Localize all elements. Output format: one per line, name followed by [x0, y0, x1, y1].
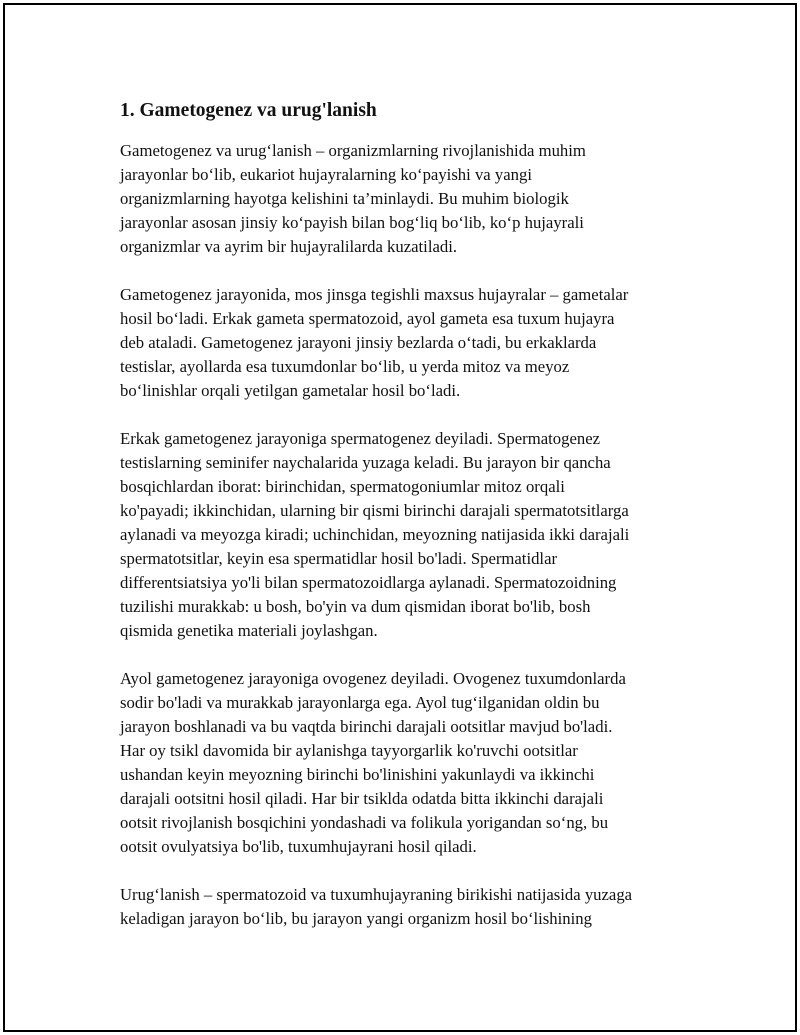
paragraph-gametogenesis: Gametogenez jarayonida, mos jinsga tegishli maxsus hujayralar – gametalar hosil bo‘ladi. Erkak gameta spermatozoid, ayol gameta esa tuxum hujayra deb ataladi. Gametogenez jarayoni jinsiy bezlarda o‘tadi, bu erkaklarda testislar, ayollarda esa tuxumdonlar bo‘lib, u yerda mitoz va meyoz bo‘linishlar orqali yetilgan gametalar hosil bo‘ladi.: [120, 285, 629, 400]
document-body: [120, 97, 695, 955]
section-title: 1. Gametogenez va urug'lanish: [120, 100, 377, 121]
paragraph-fertilization: Urug‘lanish – spermatozoid va tuxumhujayraning birikishi natijasida yuzaga keladigan jarayon bo‘lib, bu jarayon yangi organizm hosil bo‘lishining: [120, 885, 633, 928]
paragraph-oogenesis: Ayol gametogenez jarayoniga ovogenez deyiladi. Ovogenez tuxumdonlarda sodir bo'ladi va murakkab jarayonlarga ega. Ayol tug‘ilganidan oldin bu jarayon boshlanadi va bu vaqtda birinchi darajali ootsitlar mavjud bo'ladi. Har oy tsikl davomida bir aylanishga tayyorgarlik ko'ruvchi ootsitlar ushandan keyin meyozning birinchi bo'linishini yakunlaydi va ikkinchi darajali ootsitni hosil qiladi. Har bir tsiklda odatda bitta ikkinchi darajali ootsit rivojlanish bosqichini yondashadi va folikula yorigandan so‘ng, bu ootsit ovulyatsiya bo'lib, tuxumhujayrani hosil qiladi.: [120, 669, 626, 856]
page-frame: [3, 3, 797, 1032]
paragraph-intro: Gametogenez va urug‘lanish – organizmlarning rivojlanishida muhim jarayonlar bo‘lib, eukariot hujayralarning ko‘payishi va yangi organizmlarning hayotga kelishini ta’minlaydi. Bu muhim biologik jarayonlar asosan jinsiy ko‘payish bilan bog‘liq bo‘lib, ko‘p hujayrali organizmlar va ayrim bir hujayralilarda kuzatiladi.: [120, 141, 586, 256]
paragraph-spermatogenesis: Erkak gametogenez jarayoniga spermatogenez deyiladi. Spermatogenez testislarning seminifer naychalarida yuzaga keladi. Bu jarayon bir qancha bosqichlardan iborat: birinchidan, spermatogoniumlar mitoz orqali ko'payadi; ikkinchidan, ularning bir qismi birinchi darajali spermatotsitlarga aylanadi va meyozga kiradi; uchinchidan, meyozning natijasida ikki darajali spermatotsitlar, keyin esa spermatidlar hosil bo'ladi. Spermatidlar differentsiatsiya yo'li bilan spermatozoidlarga aylanadi. Spermatozoidning tuzilishi murakkab: u bosh, bo'yin va dum qismidan iborat bo'lib, bosh qismida genetika materiali joylashgan.: [120, 429, 630, 640]
